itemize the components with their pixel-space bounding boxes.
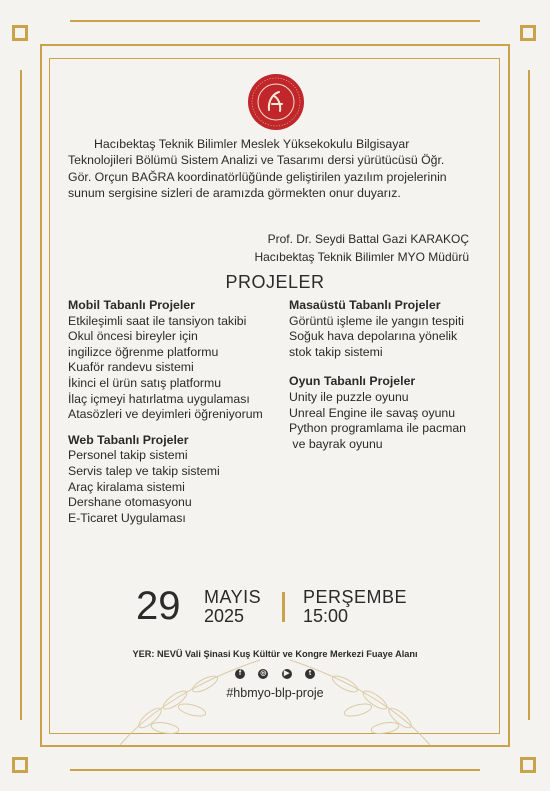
web-projects-title: Web Tabanlı Projeler [68, 432, 189, 447]
game-projects-title: Oyun Tabanlı Projeler [289, 374, 416, 389]
project-item: Personel takip sistemi [68, 448, 188, 463]
project-item: Atasözleri ve deyimleri öğreniyorum [68, 407, 263, 422]
projects-heading: PROJELER [225, 272, 325, 292]
project-item: ingilizce öğrenme platformu [68, 344, 219, 359]
event-weekday: PERŞEMBE [303, 587, 408, 607]
instagram-icon[interactable]: ◎ [260, 670, 267, 677]
project-item: Unreal Engine ile savaş oyunu [289, 405, 456, 420]
projects-left-column [68, 298, 288, 536]
corner-square-bottom-right [520, 757, 536, 773]
project-item: Kuaför randevu sistemi [68, 360, 194, 375]
project-item: E-Ticaret Uygulaması [68, 510, 186, 525]
university-logo [248, 74, 304, 130]
project-item: Soğuk hava depolarına yönelik [289, 329, 458, 344]
corner-square-top-right [520, 25, 536, 41]
event-hashtag: #hbmyo-blp-proje [226, 686, 324, 700]
facebook-icon[interactable]: f [235, 669, 245, 679]
frame-top-outer [70, 20, 480, 22]
project-item: Python programlama ile pacman [289, 421, 467, 436]
social-icons [235, 669, 315, 681]
event-month: MAYIS [204, 587, 262, 607]
game-projects-section [289, 374, 489, 452]
event-time: 15:00 [303, 606, 349, 626]
corner-square-bottom-left [12, 757, 28, 773]
frame-top-inner [40, 44, 510, 46]
signature-block [254, 230, 469, 266]
university-seal-icon [248, 74, 304, 130]
twitter-icon[interactable]: t [305, 669, 315, 679]
youtube-icon[interactable]: ▶ [282, 669, 292, 679]
event-year: 2025 [204, 606, 245, 626]
invitation-text [68, 136, 468, 202]
project-item: İkinci el ürün satış platformu [68, 375, 222, 390]
signatory-name: Prof. Dr. Seydi Battal Gazi KARAKOÇ [267, 232, 469, 246]
project-item: İlaç içmeyi hatırlatma uygulaması [68, 391, 250, 406]
event-venue: YER: NEVÜ Vali Şinasi Kuş Kültür ve Kongre Merkezi Fuaye Alanı [132, 649, 418, 659]
project-item: Araç kiralama sistemi [68, 479, 185, 494]
event-day: 29 [136, 584, 181, 628]
frame-top-accent [50, 58, 500, 59]
mobile-projects-title: Mobil Tabanlı Projeler [68, 298, 195, 312]
project-item: Görüntü işleme ile yangın tespiti [289, 313, 464, 328]
project-item: Okul öncesi bireyler için [68, 329, 198, 344]
project-item: ve bayrak oyunu [289, 436, 383, 451]
date-divider [282, 592, 285, 622]
corner-square-top-left [12, 25, 28, 41]
intro-paragraph: Hacıbektaş Teknik Bilimler Meslek Yüksekokulu Bilgisayar Teknolojileri Bölümü Sistem Analizi ve Tasarımı dersi yürütücüsü Öğr. Gör. Orçun BAĞRA koordinatörlüğünde geliştirilen yazılım projelerinin sunum sergisine sizleri de aramızda görmekten onur duyarız. [68, 137, 447, 201]
desktop-projects-section [289, 298, 489, 360]
project-item: Servis talep ve takip sistemi [68, 463, 220, 478]
project-item: Unity ile puzzle oyunu [289, 389, 409, 404]
mobile-projects-section [68, 298, 288, 423]
project-item: Etkileşimli saat ile tansiyon takibi [68, 313, 247, 328]
project-item: stok takip sistemi [289, 344, 383, 359]
signatory-title: Hacıbektaş Teknik Bilimler MYO Müdürü [254, 250, 469, 264]
frame-bottom-outer [70, 769, 480, 771]
projects-right-column [289, 298, 489, 462]
web-projects-section [68, 433, 288, 527]
project-item: Dershane otomasyonu [68, 495, 192, 510]
desktop-projects-title: Masaüstü Tabanlı Projeler [289, 298, 441, 312]
